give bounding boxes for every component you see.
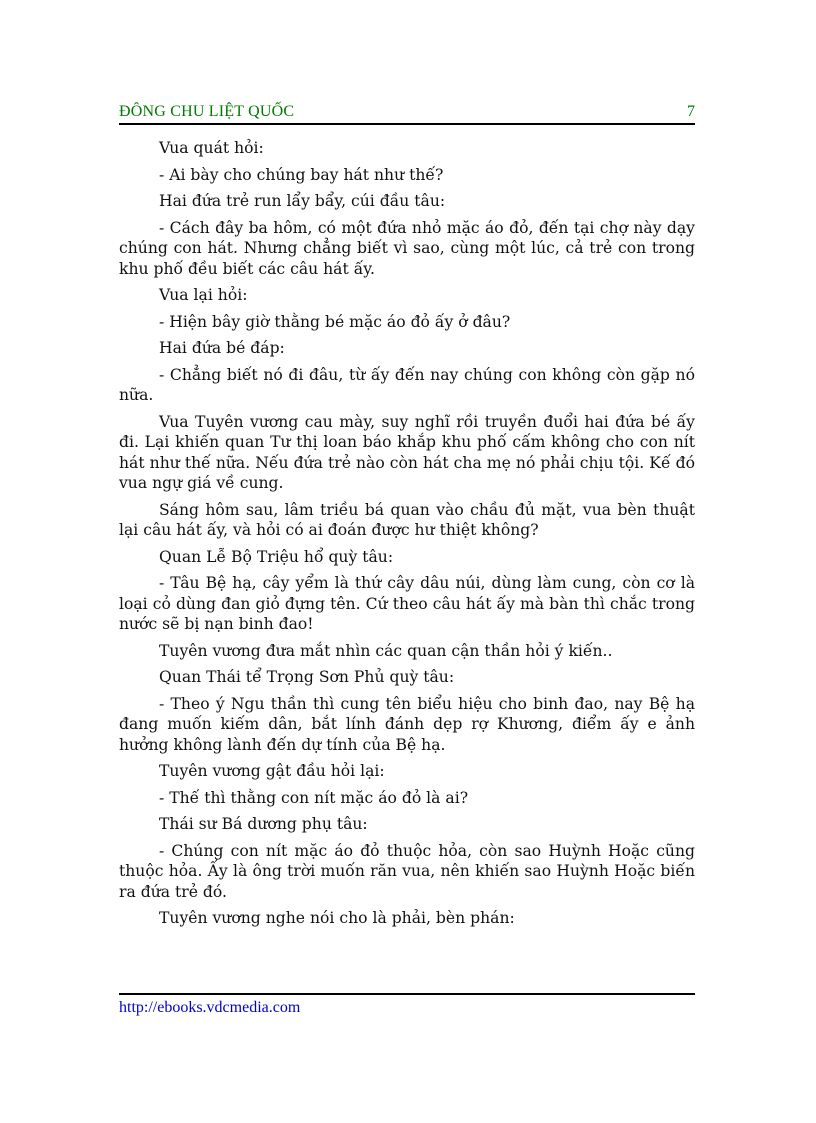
paragraph: - Tâu Bệ hạ, cây yểm là thứ cây dâu núi, dùng làm cung, còn cơ là loại cỏ dùng đan giỏ đựng tên. Cứ theo câu hát ấy mà bàn thì chắc trong nước sẽ bị nạn binh đao!	[119, 574, 695, 633]
paragraph: - Thế thì thằng con nít mặc áo đỏ là ai?	[159, 788, 469, 807]
paragraph: - Chúng con nít mặc áo đỏ thuộc hỏa, còn sao Huỳnh Hoặc cũng thuộc hỏa. Ấy là ông trời muốn răn vua, nên khiến sao Huỳnh Hoặc biến ra đứa trẻ đó.	[119, 841, 695, 901]
paragraph: Quan Thái tể Trọng Sơn Phủ quỳ tâu:	[159, 668, 455, 686]
footer-link[interactable]: http://ebooks.vdcmedia.com	[119, 999, 301, 1016]
paragraph: - Cách đây ba hôm, có một đứa nhỏ mặc áo đỏ, đến tại chợ này dạy chúng con hát. Nhưng chẳng biết vì sao, cùng một lúc, cả trẻ con trong khu phố đều biết các câu hát ấy.	[119, 218, 695, 278]
paragraph: Thái sư Bá dương phụ tâu:	[159, 815, 368, 833]
book-title: ĐÔNG CHU LIỆT QUỐC	[119, 103, 295, 120]
page-header	[119, 101, 695, 125]
paragraph: Tuyên vương nghe nói cho là phải, bèn phán:	[159, 909, 515, 927]
paragraph: - Chẳng biết nó đi đâu, từ ấy đến nay chúng con không còn gặp nó nữa.	[119, 365, 695, 404]
page-body	[119, 138, 695, 935]
paragraph: - Theo ý Ngu thần thì cung tên biểu hiệu cho binh đao, nay Bệ hạ đang muốn kiếm dân, bắt lính đánh dẹp rợ Khương, điểm ấy e ảnh hưởng không lành đến dự tính của Bệ hạ.	[119, 694, 695, 754]
paragraph: - Ai bày cho chúng bay hát như thế?	[159, 165, 444, 184]
paragraph: - Hiện bây giờ thằng bé mặc áo đỏ ấy ở đâu?	[159, 312, 511, 331]
paragraph: Hai đứa trẻ run lẩy bẩy, cúi đầu tâu:	[159, 192, 446, 210]
paragraph: Tuyên vương gật đầu hỏi lại:	[159, 762, 385, 780]
paragraph: Vua lại hỏi:	[159, 286, 248, 304]
paragraph: Hai đứa bé đáp:	[159, 339, 285, 357]
paragraph: Quan Lễ Bộ Triệu hổ quỳ tâu:	[159, 547, 394, 566]
page-number: 7	[687, 103, 695, 120]
page-footer	[119, 993, 695, 1017]
paragraph: Vua Tuyên vương cau mày, suy nghĩ rồi truyền đuổi hai đứa bé ấy đi. Lại khiến quan Tư thị loan báo khắp khu phố cấm không cho con nít hát như thế nữa. Nếu đứa trẻ nào còn hát cha mẹ nó phải chịu tội. Kế đó vua ngự giá về cung.	[119, 412, 695, 492]
paragraph: Sáng hôm sau, lâm triều bá quan vào chầu đủ mặt, vua bèn thuật lại câu hát ấy, và hỏi có ai đoán được hư thiệt không?	[119, 500, 695, 539]
paragraph: Tuyên vương đưa mắt nhìn các quan cận thần hỏi ý kiến..	[159, 641, 613, 660]
paragraph: Vua quát hỏi:	[159, 139, 264, 157]
